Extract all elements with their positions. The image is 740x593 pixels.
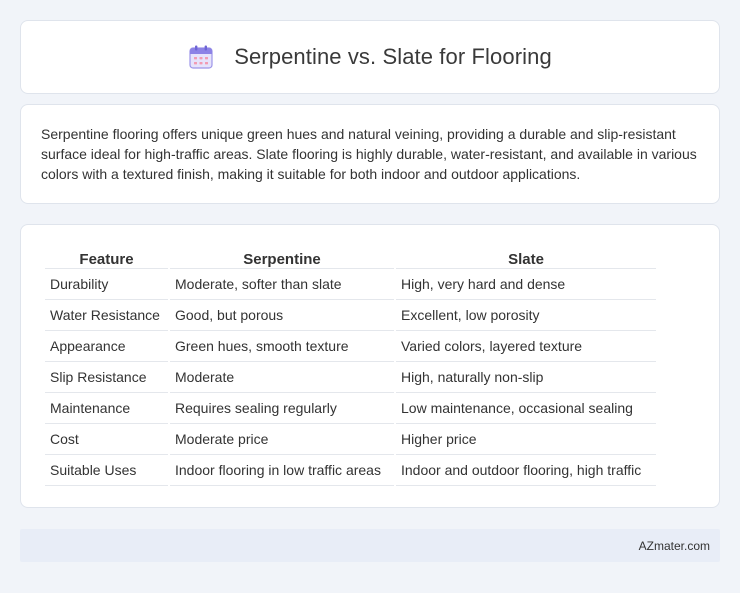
title-wrap	[188, 44, 552, 70]
table-row	[45, 300, 656, 331]
serpentine-cell: Indoor flooring in low traffic areas	[170, 455, 394, 486]
table-row	[45, 269, 656, 300]
slate-cell: Low maintenance, occasional sealing	[396, 393, 656, 424]
table-header-row	[45, 247, 656, 269]
table-row	[45, 331, 656, 362]
feature-cell: Water Resistance	[45, 300, 168, 331]
description-card	[20, 104, 720, 204]
header-feature: Feature	[45, 247, 168, 269]
slate-cell: Higher price	[396, 424, 656, 455]
feature-cell: Durability	[45, 269, 168, 300]
serpentine-cell: Requires sealing regularly	[170, 393, 394, 424]
slate-cell: High, very hard and dense	[396, 269, 656, 300]
footer	[20, 529, 720, 562]
header-serpentine: Serpentine	[170, 247, 394, 269]
header-slate: Slate	[396, 247, 656, 269]
table-row	[45, 455, 656, 486]
feature-cell: Slip Resistance	[45, 362, 168, 393]
slate-cell: Varied colors, layered texture	[396, 331, 656, 362]
slate-cell: Indoor and outdoor flooring, high traffic	[396, 455, 656, 486]
slate-cell: High, naturally non-slip	[396, 362, 656, 393]
feature-cell: Maintenance	[45, 393, 168, 424]
serpentine-cell: Moderate	[170, 362, 394, 393]
serpentine-cell: Moderate, softer than slate	[170, 269, 394, 300]
footer-brand: AZmater.com	[638, 538, 710, 553]
feature-cell: Suitable Uses	[45, 455, 168, 486]
comparison-card	[20, 224, 720, 508]
serpentine-cell: Green hues, smooth texture	[170, 331, 394, 362]
title-card	[20, 20, 720, 94]
table-row	[45, 393, 656, 424]
table-row	[45, 424, 656, 455]
calendar-icon	[188, 44, 214, 70]
slate-cell: Excellent, low porosity	[396, 300, 656, 331]
serpentine-cell: Good, but porous	[170, 300, 394, 331]
feature-cell: Cost	[45, 424, 168, 455]
page-title: Serpentine vs. Slate for Flooring	[234, 44, 552, 69]
serpentine-cell: Moderate price	[170, 424, 394, 455]
comparison-table	[43, 247, 658, 486]
description-text: Serpentine flooring offers unique green hues and natural veining, providing a durable and slip-resistant surface ideal for high-traffic areas. Slate flooring is highly durable, water-resistant, and available in various colors with a textured finish, making it suitable for both indoor and outdoor applications.	[41, 126, 697, 182]
feature-cell: Appearance	[45, 331, 168, 362]
table-row	[45, 362, 656, 393]
